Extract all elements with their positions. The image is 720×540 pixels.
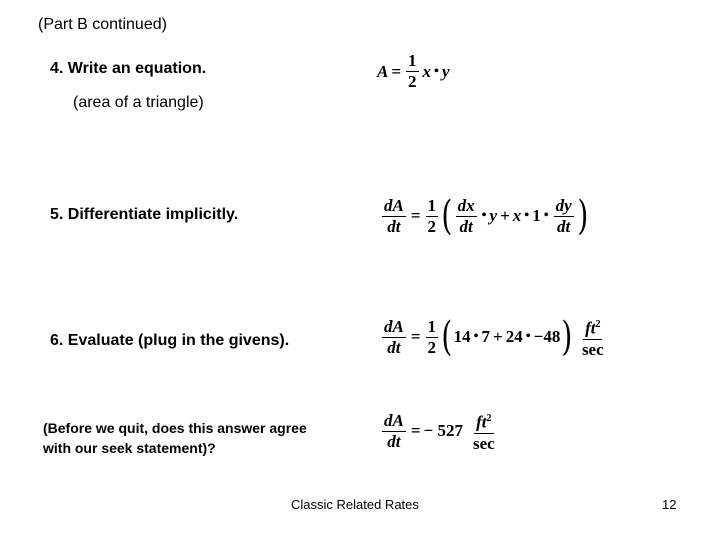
eq4-lhs: A <box>377 61 389 81</box>
eq7-unit-exp: 2 <box>486 413 492 424</box>
eq4-frac-num: 1 <box>408 51 417 70</box>
eq6-dot-1: • <box>473 329 479 345</box>
eq5-half <box>426 197 439 236</box>
eq5-one: 1 <box>532 206 541 225</box>
eq5-equals: = <box>410 206 421 225</box>
eq5-dot-1: • <box>481 208 487 223</box>
eq7-value: − 527 <box>423 421 463 441</box>
equation-result <box>380 410 499 453</box>
step-4-label: 4. Write an equation. <box>50 60 207 77</box>
eq5-dy-den: dt <box>557 216 571 236</box>
eq6-unit-exp: 2 <box>595 319 601 330</box>
page-number: 12 <box>662 497 677 512</box>
eq5-dx-den: dt <box>459 216 473 236</box>
eq5-right-paren: ) <box>576 193 588 239</box>
eq7-equals: = <box>410 421 421 441</box>
eq5-dA: dA <box>384 195 404 215</box>
eq6-c: 24 <box>505 327 523 347</box>
eq5-x: x <box>512 206 522 225</box>
eq5-dt: dt <box>387 216 401 236</box>
eq6-unit-ft: ft <box>585 318 596 338</box>
eq6-a: 14 <box>453 327 471 347</box>
eq5-y: y <box>489 206 498 225</box>
eq5-dot-3: • <box>543 208 549 223</box>
eq7-unit-ft: ft <box>476 412 487 432</box>
eq6-plus: + <box>493 327 503 347</box>
eq6-dA: dA <box>384 316 404 336</box>
eq4-y: y <box>441 61 450 81</box>
eq7-unit-sec: sec <box>472 433 495 453</box>
equation-derivative <box>380 193 589 239</box>
eq6-dot-2: • <box>525 329 531 345</box>
eq7-unit <box>471 410 497 453</box>
check-line-1: (Before we quit, does this answer agree <box>43 420 307 436</box>
eq6-right-paren: ) <box>561 314 573 361</box>
eq5-num: 1 <box>427 195 437 215</box>
eq6-unit-num <box>583 316 602 340</box>
eq7-dt: dt <box>387 431 401 451</box>
eq6-half <box>426 318 439 357</box>
eq6-equals: = <box>410 327 421 347</box>
eq6-unit-sec: sec <box>581 339 604 359</box>
eq5-dx: dx <box>457 195 475 215</box>
eq6-d: −48 <box>533 327 561 347</box>
check-line-2: with our seek statement)? <box>43 440 216 456</box>
eq4-fraction <box>406 52 419 91</box>
eq7-dA: dA <box>384 410 404 430</box>
eq6-den: 2 <box>427 337 437 357</box>
eq7-unit-num <box>474 410 493 434</box>
equation-evaluate <box>380 316 608 359</box>
equation-area <box>377 52 449 91</box>
eq6-left-paren: ( <box>441 314 453 361</box>
eq5-dy-dt <box>554 197 574 236</box>
step-4-sublabel: (area of a triangle) <box>73 94 204 111</box>
step-6-label: 6. Evaluate (plug in the givens). <box>50 332 290 349</box>
eq5-dy: dy <box>555 195 572 215</box>
slide-header: (Part B continued) <box>38 16 167 33</box>
eq5-dA-dt <box>382 197 406 236</box>
eq6-dt: dt <box>387 337 401 357</box>
eq4-times-dot: • <box>434 63 439 79</box>
eq5-plus: + <box>500 206 510 225</box>
eq5-dx-dt <box>456 197 477 236</box>
eq5-dot-2: • <box>524 208 530 223</box>
eq6-num: 1 <box>427 316 437 336</box>
eq4-x: x <box>422 61 432 81</box>
eq6-unit <box>580 316 606 359</box>
eq4-frac-den: 2 <box>408 72 417 91</box>
step-5-label: 5. Differentiate implicitly. <box>50 206 239 223</box>
eq6-dA-dt <box>382 318 406 357</box>
eq4-equals: = <box>391 61 402 81</box>
eq6-b: 7 <box>481 327 491 347</box>
footer-title: Classic Related Rates <box>291 497 419 512</box>
eq5-den: 2 <box>427 216 437 236</box>
eq7-dA-dt <box>382 412 406 451</box>
eq5-left-paren: ( <box>441 193 453 239</box>
